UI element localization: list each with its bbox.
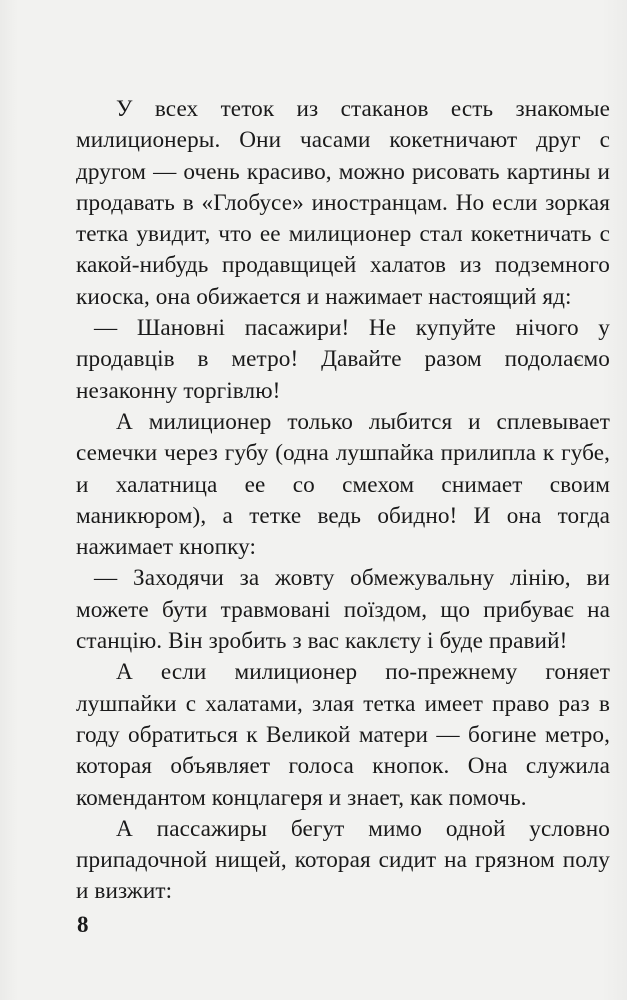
paragraph-4-dialog: — Заходячи за жовту обмежувальну лінію, ви можете бути травмовані поїздом, що прибуває на станцію. Він зробить з вас каклєту і буде правий! [76, 565, 610, 655]
page-number: 8 [77, 912, 89, 937]
paragraph-6: А пассажиры бегут мимо одной условно припадочной нищей, которая сидит на грязном полу и визжит: [76, 815, 610, 905]
paragraph-3: А милиционер только лыбится и сплевывает семечки через губу (одна лушпайка прилипла к губе, и халатница ее со смехом снимает своим маникюром), а тетке ведь обидно! И она тогда нажимает кнопку: [76, 408, 610, 561]
paragraph-2-dialog: — Шановні пасажири! Не купуйте нічого у продавців в метро! Давайте разом подолаємо незаконну торгівлю! [76, 315, 610, 404]
paragraph-5: А если милиционер по-прежнему гоняет лушпайки с халатами, злая тетка имеет право раз в году обратиться к Великой матери — богине метро, которая объявляет голоса кнопок. Она служила комендантом концлагеря и знает, как помочь. [76, 659, 610, 811]
body-text [76, 94, 610, 908]
paragraph-1: У всех теток из стаканов есть знакомые милиционеры. Они часами кокетничают друг с другом — очень красиво, можно рисовать картины и продавать в «Глобусе» иностранцам. Но если зоркая тетка увидит, что ее милиционер стал кокетничать с какой-нибудь продавщицей халатов из подземного киоска, она обижается и нажимает настоящий яд: [76, 96, 610, 310]
